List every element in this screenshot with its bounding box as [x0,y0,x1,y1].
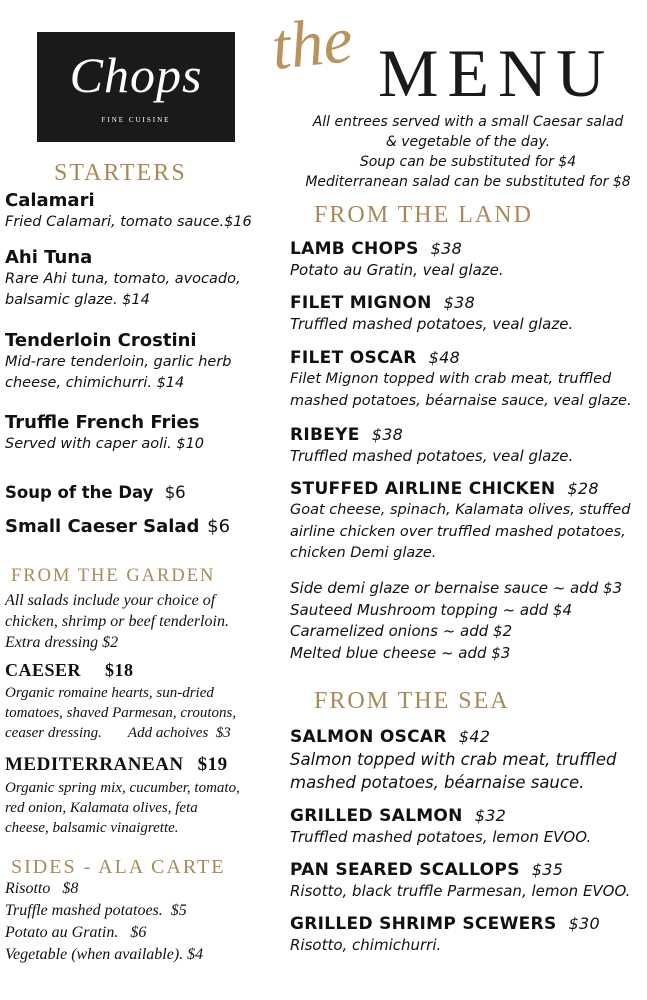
item-name: SALMON OSCAR [290,727,447,747]
item-name: Truffle French Fries [5,412,200,433]
item-name: Calamari [5,190,95,211]
item-desc: Organic romaine hearts, sun-dried [5,685,214,701]
item-price: $35 [531,860,564,879]
section-heading-starters: STARTERS [54,160,187,186]
item-desc: ceaser dressing. Add achoives $3 [5,725,231,741]
land-item [290,478,630,565]
item-desc: Risotto, black truffle Parmesan, lemon EVOO. [290,882,631,900]
side-item: Vegetable (when available). $4 [5,946,204,963]
side-item: Truffle mashed potatoes. $5 [5,902,187,919]
item-desc: Salmon topped with crab meat, truffled [290,750,617,769]
intro-line: Mediterranean salad can be substituted for $8 [305,174,631,190]
item-name: Small Caeser Salad [5,516,200,537]
item-desc: airline chicken over truffled mashed potatoes, [290,523,626,540]
land-item [290,238,504,282]
item-desc: Served with caper aoli. $10 [5,436,205,452]
item-desc: Truffled mashed potatoes, veal glaze. [290,315,574,333]
logo-script: Chops [69,47,203,103]
addon-item: Melted blue cheese ~ add $3 [290,643,511,662]
intro-line: & vegetable of the day. [385,134,551,150]
item-desc: Filet Mignon topped with crab meat, truffled [290,371,612,387]
land-item [290,347,632,412]
item-name: GRILLED SALMON [290,806,463,826]
item-desc: Mid-rare tenderloin, garlic herb [5,354,232,370]
item-price: $19 [197,754,228,775]
starter-item [5,330,232,394]
item-desc: Fried Calamari, tomato sauce.$16 [5,214,252,230]
item-desc: cheese, chimichurri. $14 [5,375,185,391]
intro-line: All entrees served with a small Caesar salad [312,114,624,130]
header-menu: MENU [378,35,615,111]
small-caeser-salad [5,516,230,537]
item-price: $18 [105,660,134,680]
item-desc: Truffled mashed potatoes, lemon EVOO. [290,828,592,846]
item-name: CAESER [5,660,82,680]
item-name: Soup of the Day [5,483,154,502]
land-addons [290,578,622,664]
item-price: $48 [428,348,461,367]
intro-note [290,112,646,192]
starter-item [5,190,252,233]
restaurant-logo [37,32,235,142]
section-heading-garden: FROM THE GARDEN [11,566,216,586]
item-desc: Potato au Gratin, veal glaze. [290,261,504,279]
sea-item [290,913,600,957]
land-item [290,424,573,468]
item-desc: Risotto, chimichurri. [290,936,442,954]
item-desc: chicken Demi glaze. [290,545,437,561]
item-name: Tenderloin Crostini [5,330,197,351]
logo-subtitle: FINE CUISINE [101,116,171,124]
addon-item: Side demi glaze or bernaise sauce ~ add $3 [290,579,623,597]
item-price: $32 [474,806,507,825]
item-price: $38 [371,425,404,444]
item-price: $28 [567,479,599,498]
item-name: PAN SEARED SCALLOPS [290,860,520,880]
item-desc: Truffled mashed potatoes, veal glaze. [290,447,574,465]
starter-item [5,412,204,455]
item-desc: cheese, balsamic vinaigrette. [5,820,179,836]
item-desc: Goat cheese, spinach, Kalamata olives, stuffed [290,502,631,518]
side-item: Risotto $8 [5,880,79,897]
item-desc: mashed potatoes, béarnaise sauce. [290,773,585,792]
starter-item [5,247,241,311]
sea-item [290,805,591,849]
item-desc: red onion, Kalamata olives, feta [5,800,198,816]
note-line: Extra dressing $2 [5,634,119,651]
note-line: All salads include your choice of [5,592,216,609]
section-heading-land: FROM THE LAND [314,202,533,228]
item-price: $30 [568,914,600,933]
addon-item: Sauteed Mushroom topping ~ add $4 [290,600,573,619]
garden-note [5,590,229,653]
item-desc: tomatoes, shaved Parmesan, croutons, [5,705,237,721]
garden-item [5,660,236,743]
item-name: FILET OSCAR [290,348,417,368]
item-price: $42 [458,727,491,746]
item-name: STUFFED AIRLINE CHICKEN [290,479,556,499]
item-name: Ahi Tuna [5,247,93,268]
sides-list [5,878,203,966]
item-name: RIBEYE [290,425,360,445]
sea-item [290,859,630,903]
item-name: FILET MIGNON [290,293,432,313]
item-name: GRILLED SHRIMP SCEWERS [290,914,557,934]
item-desc: Rare Ahi tuna, tomato, avocado, [5,271,241,287]
item-desc: Organic spring mix, cucumber, tomato, [5,780,240,796]
item-price: $6 [207,516,231,537]
section-heading-sea: FROM THE SEA [314,688,510,714]
intro-line: Soup can be substituted for $4 [359,154,577,170]
addon-item: Caramelized onions ~ add $2 [290,622,513,640]
item-price: $38 [430,239,463,258]
header-the: the [268,2,356,85]
section-heading-sides: SIDES - ALA CARTE [11,856,226,878]
item-desc: balsamic glaze. $14 [5,292,150,308]
item-name: MEDITERRANEAN [5,754,184,775]
garden-item [5,754,240,838]
item-price: $6 [164,483,186,502]
item-name: LAMB CHOPS [290,239,419,259]
note-line: chicken, shrimp or beef tenderloin. [5,613,229,630]
land-item [290,292,573,336]
item-desc: mashed potatoes, béarnaise sauce, veal glaze. [290,392,632,409]
item-price: $38 [443,293,476,312]
sea-item [290,726,616,794]
soup-of-the-day [5,483,186,502]
side-item: Potato au Gratin. $6 [5,924,147,941]
